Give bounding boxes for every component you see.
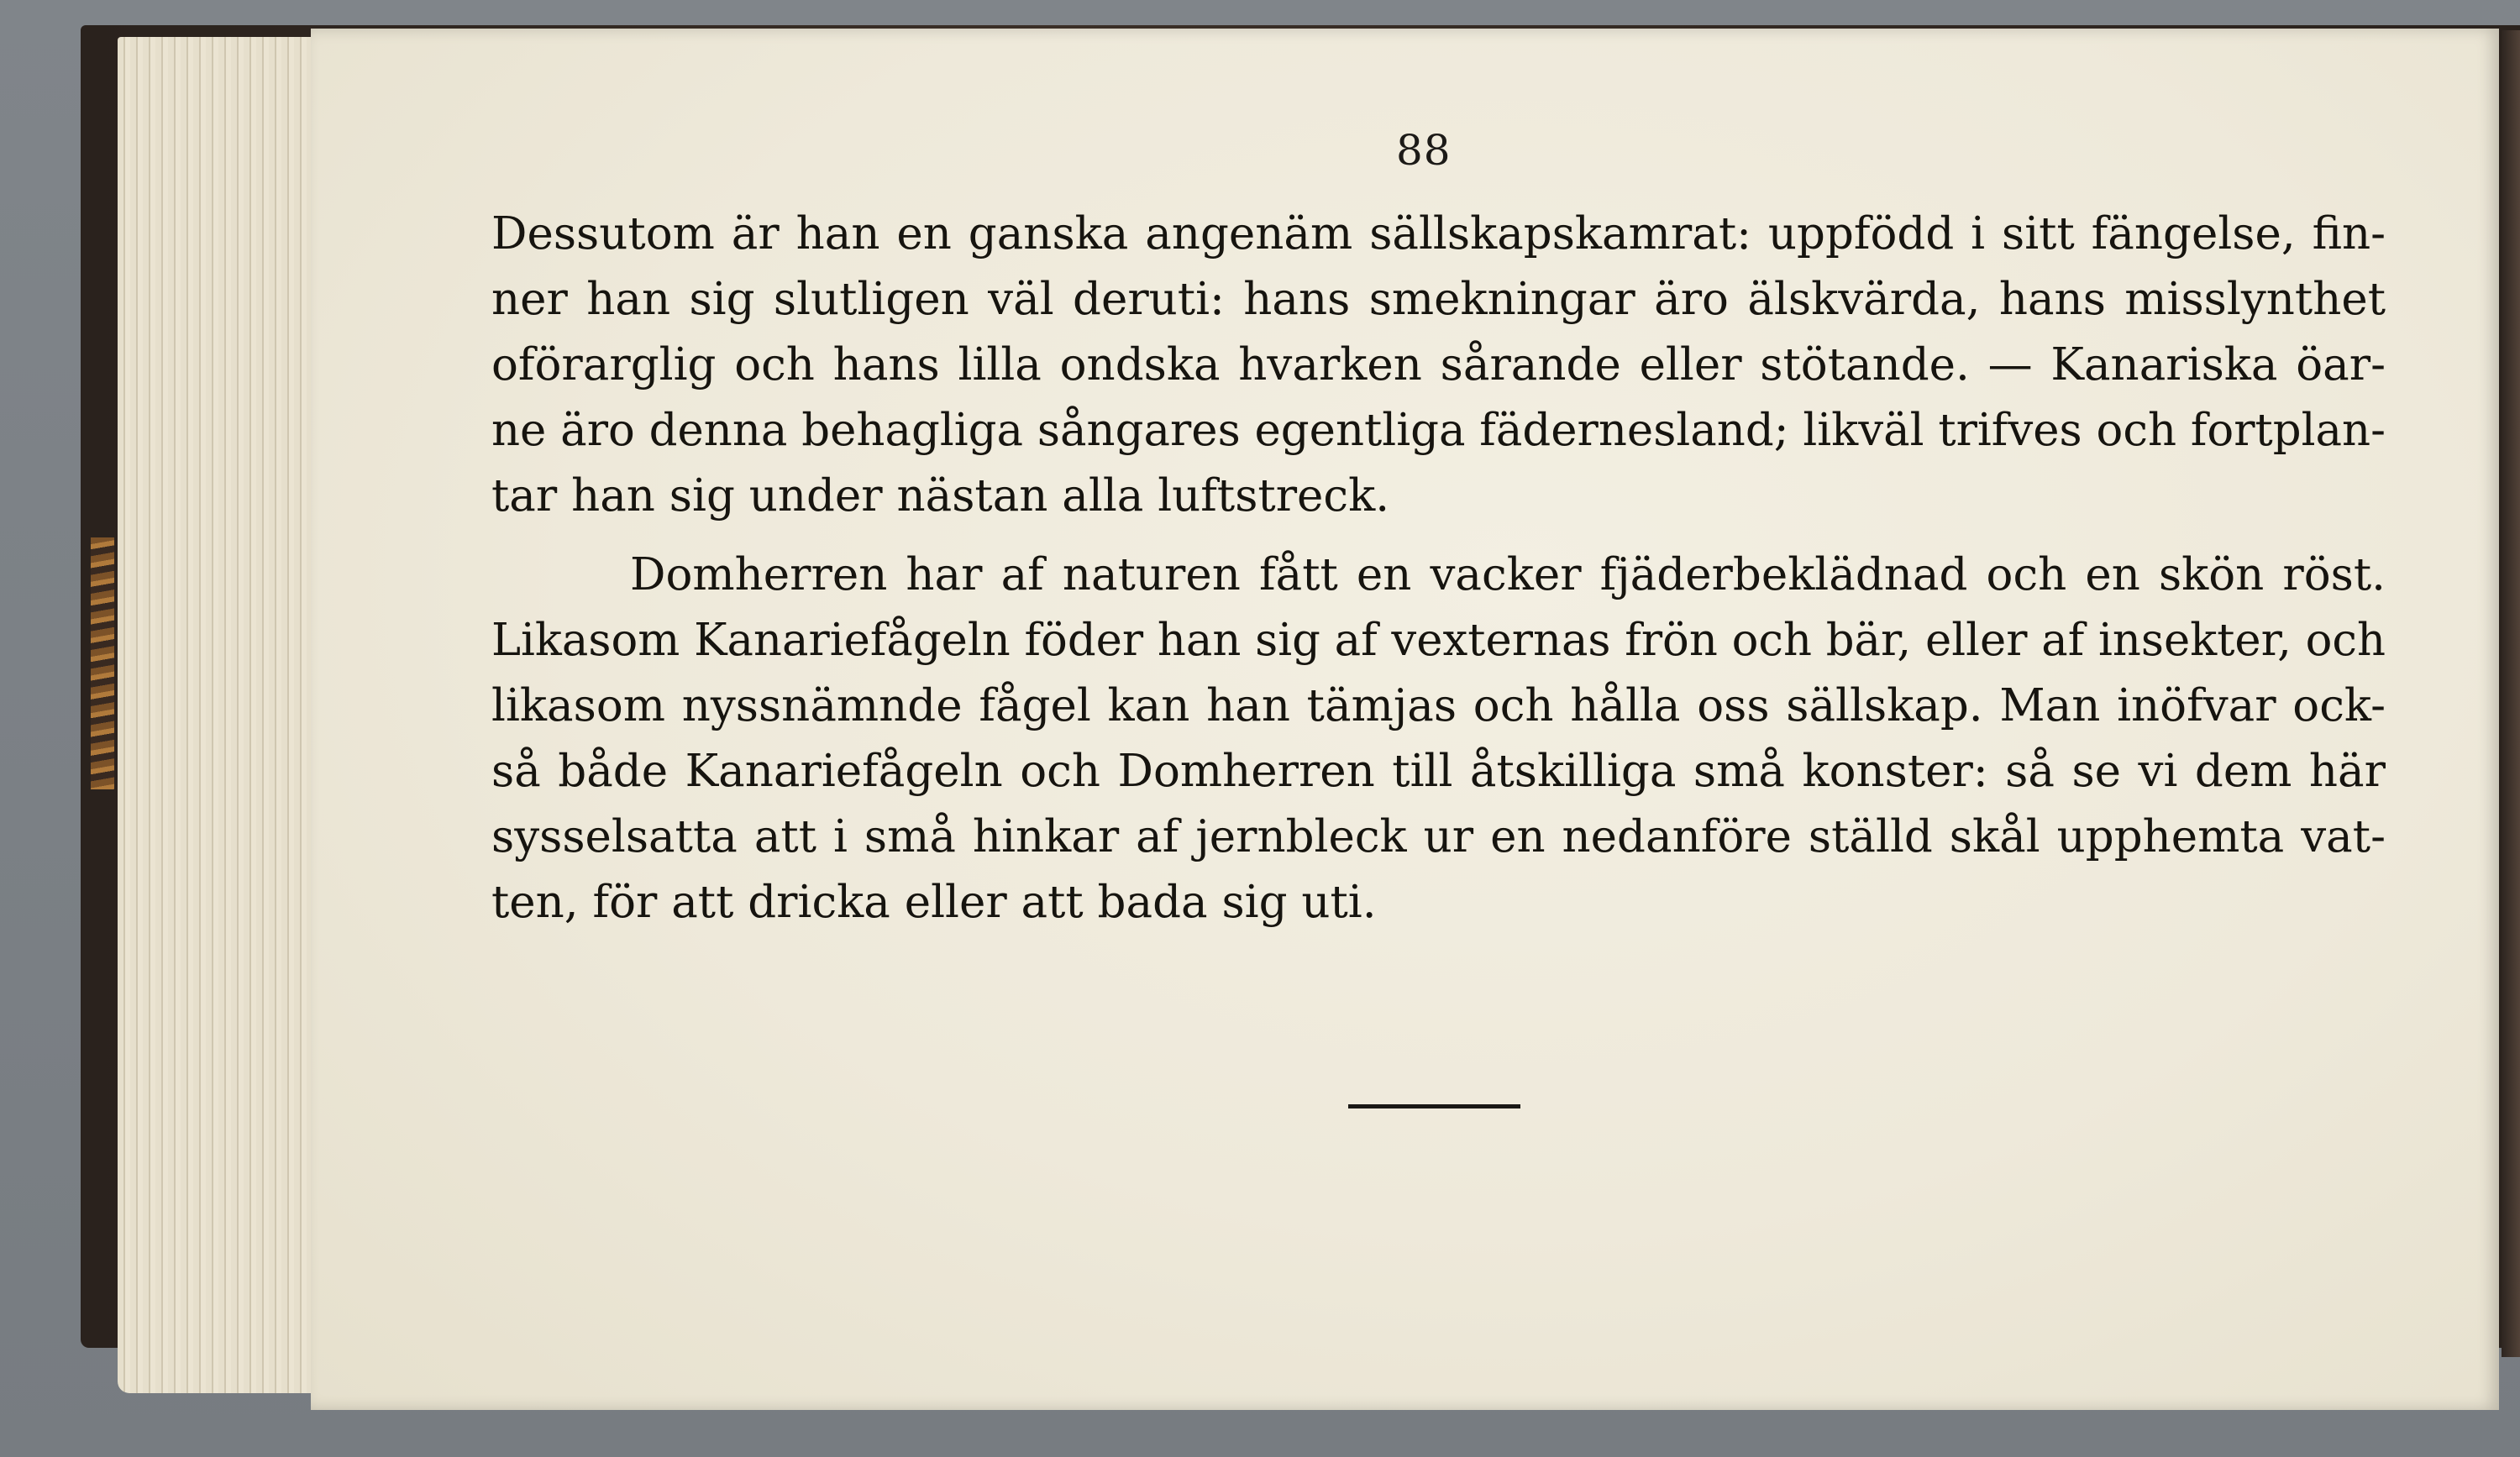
text-line: sysselsatta att i små hinkar af jernbleck ur en nedanföre ställd skål upphemta vat-	[491, 811, 2386, 862]
text-line: Domherren har af naturen fått en vacker fjäderbeklädnad och en skön röst.	[630, 549, 2386, 600]
page-number: 88	[1396, 126, 1452, 175]
paragraph-1	[491, 202, 2386, 529]
page-text	[491, 202, 2386, 936]
text-line: oförarglig och hans lilla ondska hvarken sårande eller stötande. — Kanariska öar-	[491, 339, 2386, 390]
marbled-edge	[91, 537, 114, 789]
text-line: ner han sig slutligen väl deruti: hans smekningar äro älskvärda, hans misslynthet	[491, 274, 2386, 325]
text-line: tar han sig under nästan alla luftstreck.	[491, 470, 1390, 521]
text-line: Dessutom är han en ganska angenäm sällskapskamrat: uppfödd i sitt fängelse, fin-	[491, 208, 2386, 259]
text-line: likasom nyssnämnde fågel kan han tämjas och hålla oss sällskap. Man inöfvar ock-	[491, 680, 2386, 731]
text-line: så både Kanariefågeln och Domherren till åtskilliga små konster: så se vi dem här	[491, 746, 2386, 797]
text-line: Likasom Kanariefågeln föder han sig af vexternas frön och bär, eller af insekter, och	[491, 615, 2386, 666]
paragraph-2	[491, 542, 2386, 936]
page-stack	[118, 37, 319, 1393]
text-line: ten, för att dricka eller att bada sig uti.	[491, 877, 1377, 928]
end-rule	[1348, 1104, 1520, 1108]
binding-strip	[2502, 30, 2520, 1357]
paragraph-gap	[491, 529, 2386, 542]
text-line: ne äro denna behagliga sångares egentliga fädernesland; likväl trifves och fortplan-	[491, 405, 2386, 456]
